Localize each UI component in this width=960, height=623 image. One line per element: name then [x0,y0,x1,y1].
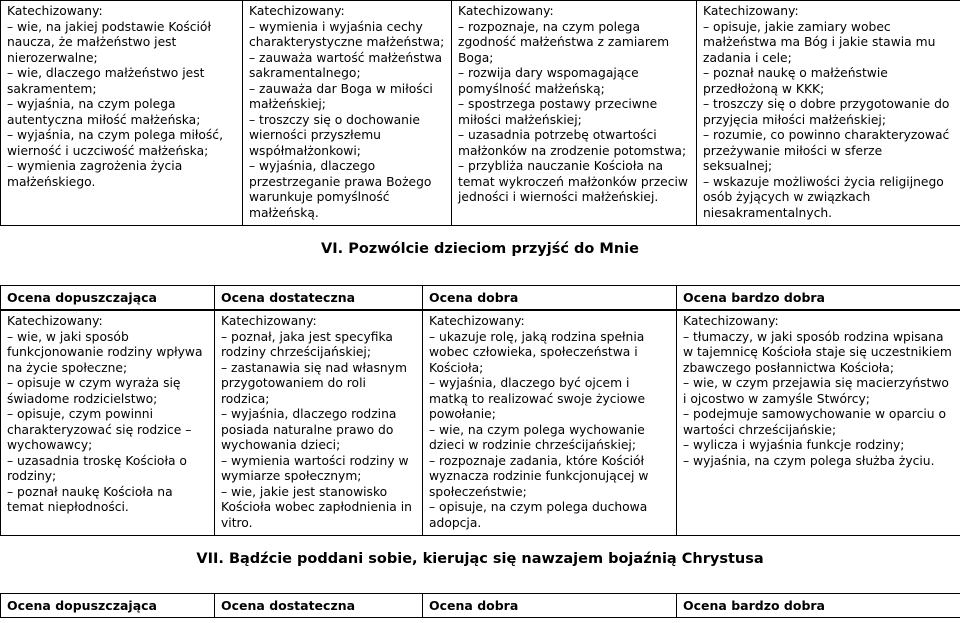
section-title-vii: VII. Bądźcie poddani sobie, kierując się nawzajem bojaźnią Chrystusa [196,551,764,567]
cell-text: Katechizowany: – tłumaczy, w jaki sposób rodzina wpisana w tajemnicę Kościoła staje się uczestnikiem zbawczego posłannictwa Kościoła; – wie, w czym przejawia się macierzyństwo i ojcostwo w zamyśle Stwórcy; – podejmuje samowychowanie w oparciu o wartości chrześcijańskie; – wylicza i wyjaśnia funkcje rodziny; – wyjaśnia, na czym polega służba życiu. [683,314,952,468]
header-row [1,594,960,618]
cell-text: Katechizowany: – wymienia i wyjaśnia cechy charakterystyczne małżeństwa; – zauważa wartość małżeństwa sakramentalnego; – zauważa dar Boga w miłości małżeńskiej; – troszczy się o dochowanie wierności przyszłemu współmałżonkowi; – wyjaśnia, dlaczego przestrzeganie prawa Bożego warunkuje pomyślność małżeńską. [249,4,445,220]
header-cell: Ocena bardzo dobra [677,286,960,310]
mid-criteria-table [0,310,960,536]
header-cell: Ocena dopuszczająca [1,594,215,618]
section-title-vi: VI. Pozwólcie dzieciom przyjść do Mnie [321,241,639,257]
criteria-cell [452,1,697,226]
criteria-cell [215,311,423,536]
criteria-cell [1,311,215,536]
cell-text: Katechizowany: – opisuje, jakie zamiary wobec małżeństwa ma Bóg i jakie stawia mu zadania i cele; – poznał naukę o małżeństwie przedłożoną w KKK; – troszczy się o dobre przygotowanie do przyjęcia miłości małżeńskiej; – rozumie, co powinno charakteryzować przeżywanie miłości w sferze seksualnej; – wskazuje możliwości życia religijnego osób żyjących w związkach niesakramentalnych. [703,4,950,220]
header-cell: Ocena dopuszczająca [1,286,215,310]
header-cell: Ocena bardzo dobra [677,594,960,618]
criteria-cell [423,311,677,536]
header-cell: Ocena dostateczna [215,286,423,310]
table-row [1,1,960,226]
grade-header-table-vii [0,593,960,618]
header-cell: Ocena dobra [423,286,677,310]
cell-text: Katechizowany: – wie, w jaki sposób funkcjonowanie rodziny wpływa na życie społeczne; – opisuje w czym wyraża się świadome rodzicielstwo; – opisuje, czym powinni charakteryzować się rodzice – wychowawcy; – uzasadnia troskę Kościoła o rodziny; – poznał naukę Kościoła na temat niepłodności. [7,314,203,514]
cell-text: Katechizowany: – wie, na jakiej podstawie Kościół naucza, że małżeństwo jest nierozerwalne; – wie, dlaczego małżeństwo jest sakramentem; – wyjaśnia, na czym polega autentyczna miłość małżeńska; – wyjaśnia, na czym polega miłość, wierność i uczciwość małżeńska; – wymienia zagrożenia życia małżeńskiego. [7,4,223,189]
criteria-cell [697,1,960,226]
top-criteria-table [0,0,960,226]
grade-header-table-vi [0,285,960,310]
criteria-cell [677,311,960,536]
cell-text: Katechizowany: – rozpoznaje, na czym polega zgodność małżeństwa z zamiarem Boga; – rozwija dary wspomagające pomyślność małżeńską; – spostrzega postawy przeciwne miłości małżeńskiej; – uzasadnia potrzebę otwartości małżonków na zrodzenie potomstwa; – przybliża nauczanie Kościoła na temat wykroczeń małżonków przeciw jedności i wierności małżeńskiej. [458,4,688,204]
criteria-cell [243,1,452,226]
cell-text: Katechizowany: – poznał, jaka jest specyfika rodziny chrześcijańskiej; – zastanawia się nad własnym przygotowaniem do roli rodzica; – wyjaśnia, dlaczego rodzina posiada naturalne prawo do wychowania dzieci; – wymienia wartości rodziny w wymiarze społecznym; – wie, jakie jest stanowisko Kościoła wobec zapłodnienia in vitro. [221,314,412,530]
header-cell: Ocena dostateczna [215,594,423,618]
header-row [1,286,960,310]
table-row [1,311,960,536]
criteria-cell [1,1,243,226]
cell-text: Katechizowany: – ukazuje rolę, jaką rodzina spełnia wobec człowieka, społeczeństwa i Kościoła; – wyjaśnia, dlaczego być ojcem i matką to realizować swoje życiowe powołanie; – wie, na czym polega wychowanie dzieci w rodzinie chrześcijańskiej; – rozpoznaje zadania, które Kościół wyznacza rodzinie funkcjonującej w społeczeństwie; – opisuje, na czym polega duchowa adopcja. [429,314,649,530]
header-cell: Ocena dobra [423,594,677,618]
